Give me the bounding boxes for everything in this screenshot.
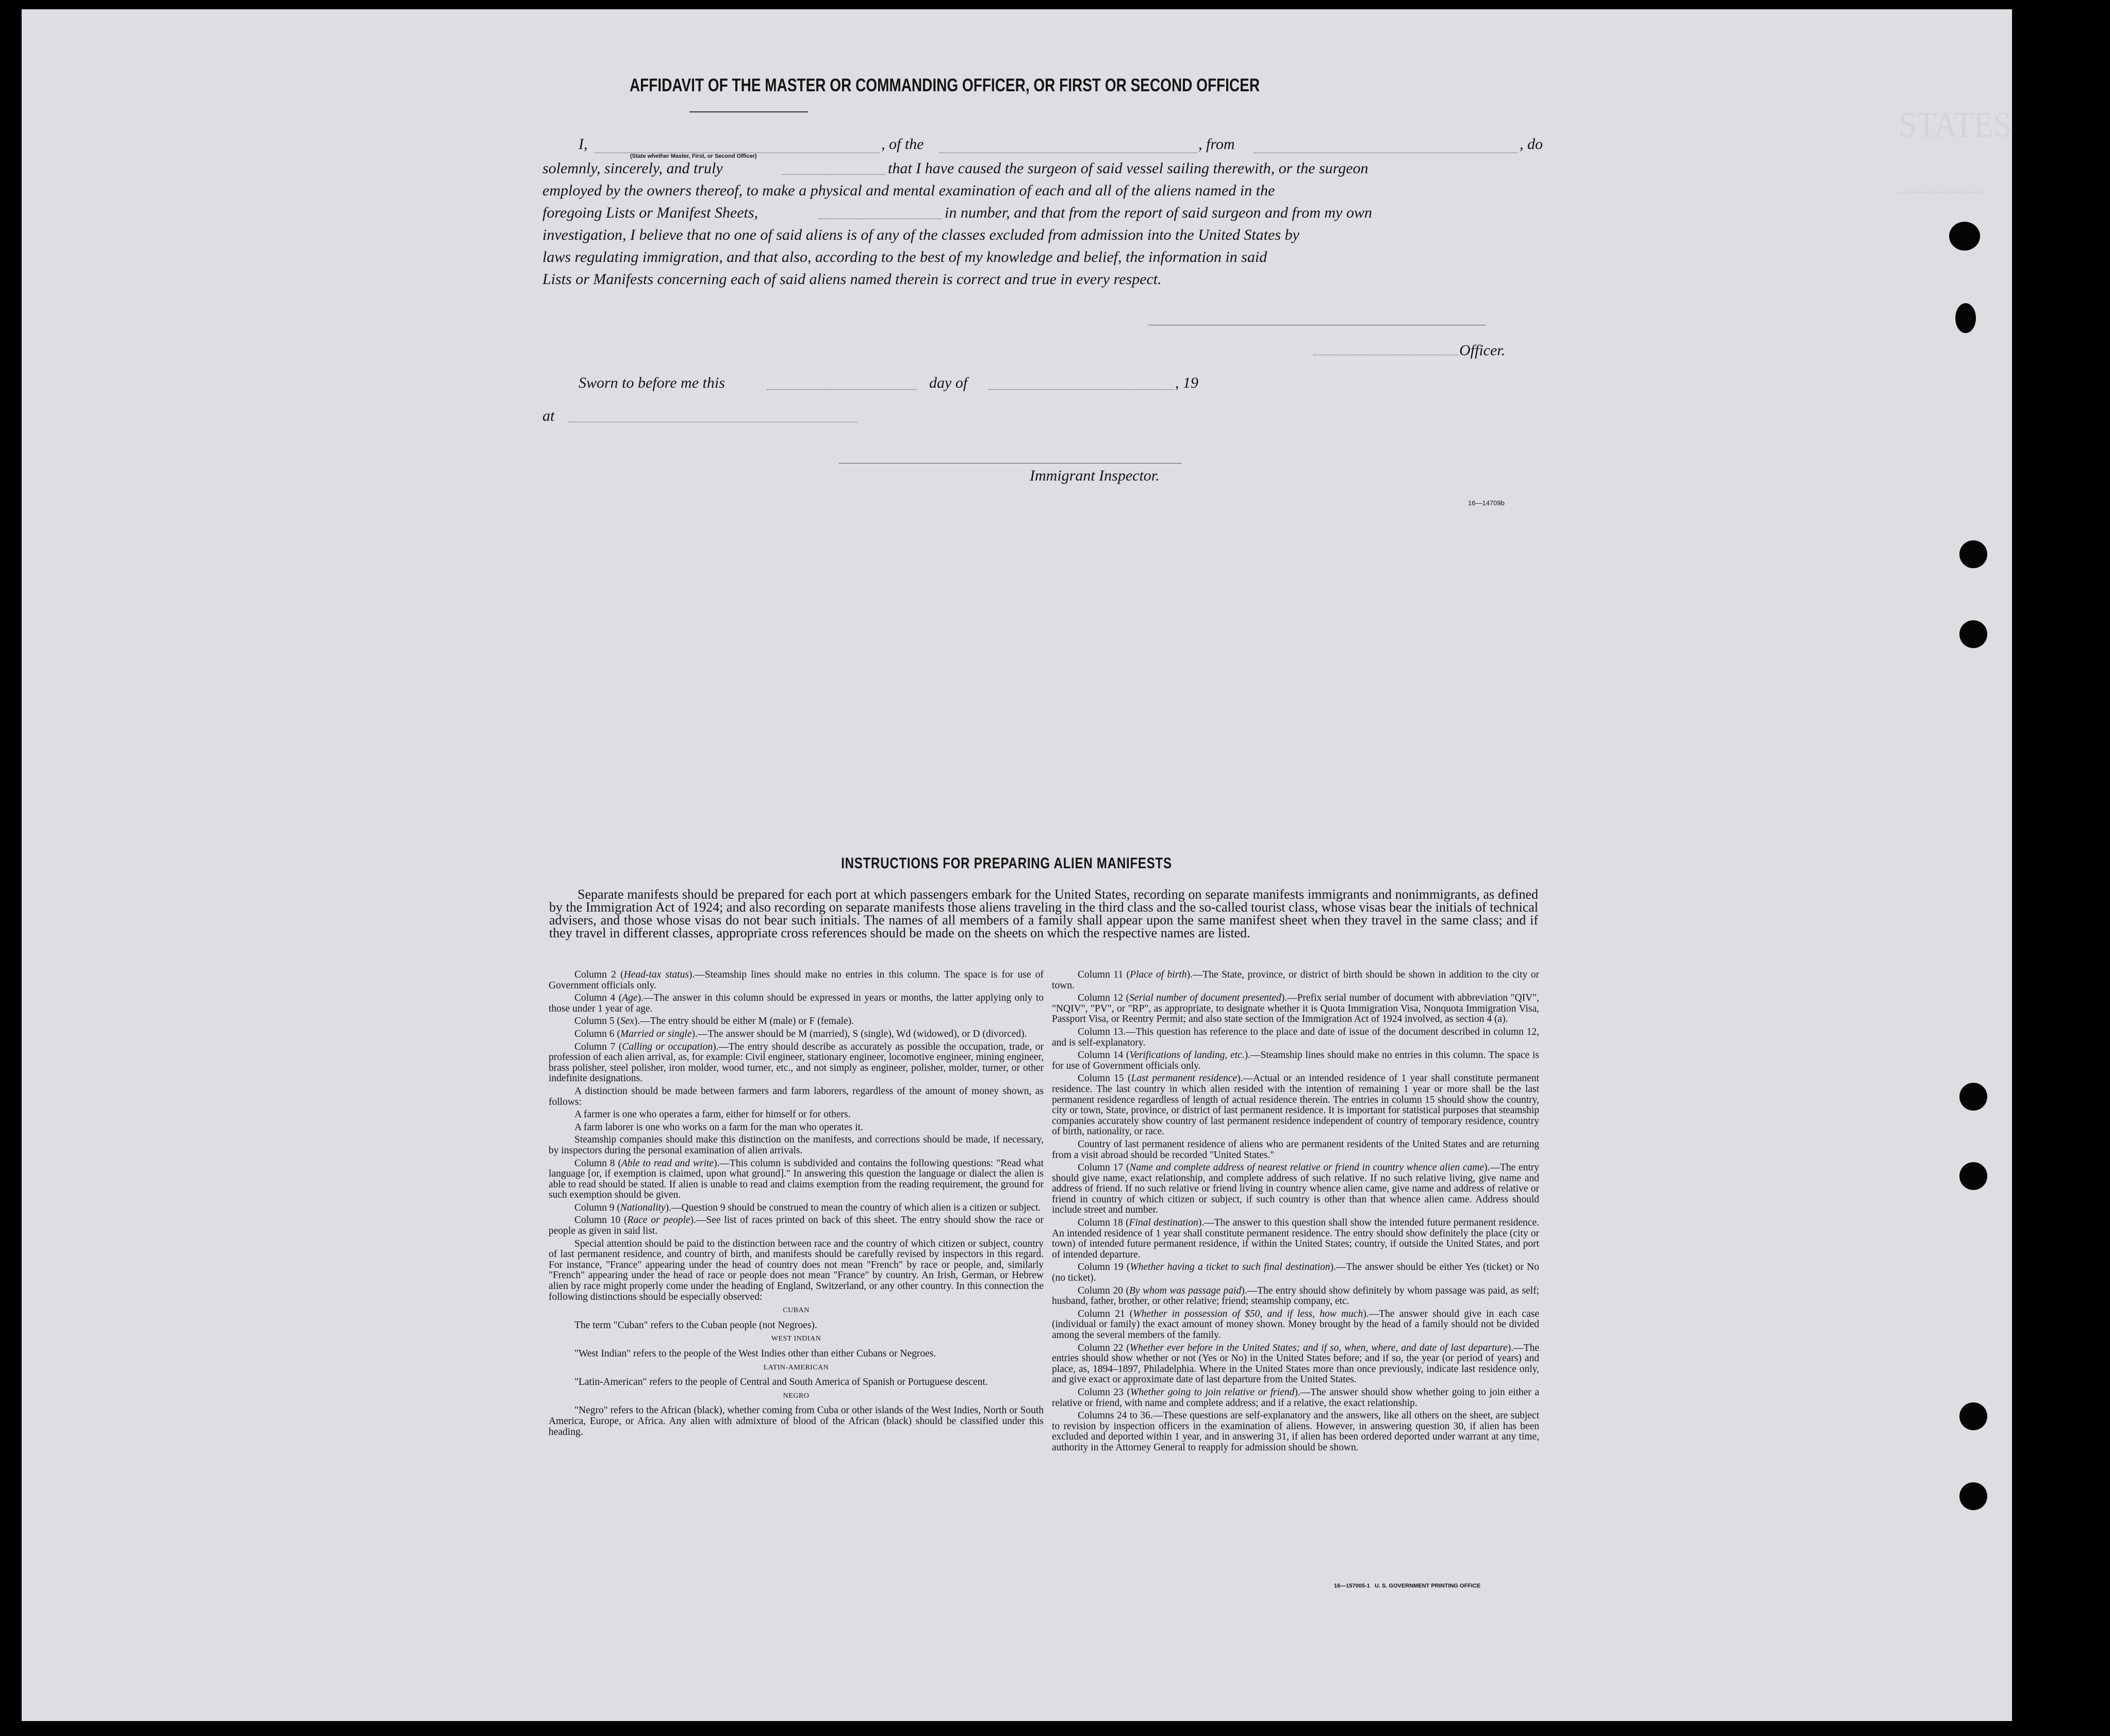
paragraph-em: Serial number of document presented xyxy=(1129,993,1281,1004)
paragraph-rest: ).—The answer should be either Yes (ticket) or No (no ticket). xyxy=(1052,1262,1539,1284)
paragraph-rest: —This question has reference to the place and date of issue of the document described in column 12, and is self-explanatory. xyxy=(1052,1026,1539,1048)
paragraph-rest: "Negro" refers to the African (black), whether coming from Cuba or other islands of the West Indies, North or South America, Europe, or Africa. Any alien with admixture of blood of the African (black) should be classified under this heading. xyxy=(549,1405,1044,1437)
instruction-paragraph xyxy=(549,1349,1044,1360)
blank-sailing-date[interactable] xyxy=(782,174,885,175)
paragraph-lead: Column 18 ( xyxy=(1078,1217,1129,1229)
instruction-paragraph xyxy=(549,1159,1044,1201)
affidavit-do: , do xyxy=(1520,136,1543,153)
paragraph-rest: ).—Steamship lines should make no entries in this column. The space is for use of Government officials only. xyxy=(549,969,1044,991)
paragraph-em: Whether having a ticket to such final destination xyxy=(1130,1262,1330,1273)
paragraph-em: Sex xyxy=(620,1016,634,1027)
affidavit-line4-end: in number, and that from the report of said surgeon and from my own xyxy=(945,204,1372,221)
instruction-paragraph xyxy=(1052,993,1539,1025)
instruction-paragraph xyxy=(1052,1027,1539,1048)
form-number: 16—14709b xyxy=(1468,499,1505,507)
affidavit-line2-start: solemnly, sincerely, and truly xyxy=(542,160,723,177)
instruction-paragraph xyxy=(549,1215,1044,1236)
instruction-paragraph xyxy=(549,1406,1044,1437)
paragraph-lead: Column 10 ( xyxy=(574,1215,628,1226)
instructions-title: INSTRUCTIONS FOR PREPARING ALIEN MANIFESTS xyxy=(841,855,1172,872)
paragraph-rest: A distinction should be made between farmers and farm laborers, regardless of the amount of money shown, as follows: xyxy=(549,1085,1044,1107)
instructions-right-column xyxy=(1052,970,1539,1456)
paragraph-rest: A farmer is one who operates a farm, either for himself or for others. xyxy=(574,1109,851,1120)
paragraph-em: Final destination xyxy=(1129,1217,1198,1229)
paragraph-rest: ).—The entry should give name, exact relationship, and complete address of such relative. If no such relative living, give name and address of friend. If no such relative or friend living in country whence alien came, give name and address of relative or friend in country of which citizen or subject, if such country is other than that whence alien came. Address should include street and number. xyxy=(1052,1162,1539,1216)
affidavit-from: , from xyxy=(1198,136,1235,153)
affidavit-of-the: , of the xyxy=(881,136,924,153)
instruction-paragraph xyxy=(549,1110,1044,1120)
at-label: at xyxy=(542,407,555,424)
instruction-paragraph xyxy=(1052,1139,1539,1161)
instructions-left-column xyxy=(549,970,1044,1440)
paragraph-rest: Columns 24 to 36.—These questions are self-explanatory and the answers, like all others on the sheet, are subject to revision by inspection officers in the examination of aliens. However, in answering question 30, if alien has been excluded and deported within 1 year, and in answering 31, if alien has been ordered deported under warrant at any time, authority in the Attorney General to reapply for admission should be shown. xyxy=(1052,1410,1539,1453)
paragraph-lead: Column 12 ( xyxy=(1078,993,1130,1004)
paragraph-lead: Column 20 ( xyxy=(1078,1285,1129,1296)
affidavit-line3: employed by the owners thereof, to make a physical and mental examination of each and all of the aliens named in the xyxy=(542,182,1275,199)
paragraph-lead: Column 8 ( xyxy=(574,1158,621,1169)
paragraph-rest: ).—See list of races printed on back of this sheet. The entry should show the race or people as given in said list. xyxy=(549,1215,1044,1237)
blank-sworn-month[interactable] xyxy=(988,389,1174,390)
instruction-paragraph xyxy=(1052,1343,1539,1385)
paragraph-em: Married or single xyxy=(620,1028,692,1039)
punch-hole xyxy=(1959,1162,1987,1190)
punch-hole xyxy=(1949,222,1980,251)
paragraph-rest: ).—Steamship lines should make no entries in this column. The space is for use of Government officials only. xyxy=(1052,1050,1540,1071)
instruction-paragraph xyxy=(549,993,1044,1014)
sworn-day-of: day of xyxy=(929,374,968,391)
affidavit-line4-start: foregoing Lists or Manifest Sheets, xyxy=(542,204,759,221)
paragraph-lead: Column 7 ( xyxy=(574,1041,622,1052)
paragraph-lead: Column 5 ( xyxy=(574,1016,620,1027)
paragraph-rest: ).—The answer should show whether going to join either a relative or friend, with name and complete address; and if a relative, the exact relationship. xyxy=(1052,1386,1540,1409)
paragraph-em: Age xyxy=(622,993,638,1004)
paragraph-rest: ).—Question 9 should be construed to mean the country of which alien is a citizen or subject. xyxy=(665,1202,1041,1213)
instruction-paragraph xyxy=(549,1203,1044,1214)
instruction-paragraph xyxy=(549,1042,1044,1084)
paragraph-lead: Column 21 ( xyxy=(1078,1308,1133,1319)
instruction-paragraph xyxy=(1052,1387,1539,1409)
affidavit-line5: investigation, I believe that no one of said aliens is of any of the classes excluded from admission into the United States by xyxy=(542,226,1299,243)
rank-note: (State whether Master, First, or Second Officer) xyxy=(630,153,757,159)
instruction-paragraph xyxy=(549,1029,1044,1040)
instruction-paragraph xyxy=(1052,1411,1539,1453)
paragraph-rest: Special attention should be paid to the distinction between race and the country of which citizen or subject, country of last permanent residence, and country of birth, and manifests should be carefully revised by inspectors in this regard. For instance, "France" appearing under the head of country does not mean "French" by race or people, and, similarly "French" appearing under the head of race or people does not mean "France" by country. An Irish, German, or Hebrew alien by race might properly come under the heading of England, Switzerland, or any other country. In this connection the following distinctions should be especially observed: xyxy=(549,1238,1044,1302)
paragraph-lead: Column 6 ( xyxy=(574,1028,620,1039)
paragraph-em: Nationality xyxy=(620,1202,666,1213)
bleed-through-heading xyxy=(1899,105,2012,146)
paragraph-rest: ).—The entry should describe as accurately as possible the occupation, trade, or profession of each alien arrival, as, for example: Civil engineer, stationary engineer, locomotive engineer, mining engineer, brass polisher, steel polisher, iron molder, wood turner, etc., and not simply as engineer, polisher, molder, turner, or other indefinite designations. xyxy=(549,1041,1044,1084)
paragraph-rest: ).—Actual or an intended residence of 1 year shall constitute permanent residence. The last country in which alien resided with the intention of remaining 1 year or more shall be the last permanent residence regardless of length of actual residence therein. The entries in column 15 should show the country, city or town, State, province, or district of last permanent residence. It is important for statistical purposes that steamship companies accurately show country of last permanent residence independent of country of temporary residence, country of birth, nationality, or race. xyxy=(1052,1073,1539,1137)
paragraph-rest: ).—The answer should be M (married), S (single), Wd (widowed), or D (divorced). xyxy=(691,1028,1027,1039)
paragraph-em: Whether in possession of $50, and if less, how much xyxy=(1133,1308,1363,1319)
paragraph-rest: A farm laborer is one who works on a farm for the man who operates it. xyxy=(574,1121,863,1133)
paragraph-rest: ).—The answer to this question shall show the intended future permanent residence. An intended residence of 1 year shall constitute permanent residence. The entry should show definitely the place (city or town) of intended future permanent residence, if within the United States; country, if outside the United States, and port of intended departure. xyxy=(1052,1217,1539,1260)
intro-paragraph: Separate manifests should be prepared for each port at which passengers embark for the United States, recording on separate manifests immigrants and nonimmigrants, as defined by the Immigration Act of 1924; and also recording on separate manifests those aliens traveling in the third class and the so-called tourist class, whose visas bear the initials of technical advisers, and those whose visas do not bear such initials. The names of all members of a family shall appear upon the same manifest sheet when they travel in the same class; and if they travel in different classes, appropriate cross references should be made on the sheets on which the respective names are listed. xyxy=(549,887,1538,940)
instruction-paragraph xyxy=(549,1016,1044,1027)
paragraph-lead: Column 11 ( xyxy=(1078,969,1130,980)
paragraph-rest: The term "Cuban" refers to the Cuban people (not Negroes). xyxy=(574,1319,817,1331)
printing-office-footer: 16—157005-1 U. S. GOVERNMENT PRINTING OFFICE xyxy=(1334,1583,1481,1589)
affidavit-i: I, xyxy=(579,136,588,153)
blank-sworn-day[interactable] xyxy=(767,389,916,390)
instruction-paragraph xyxy=(549,1122,1044,1133)
paragraph-rest: ).—The answer should give in each case (individual or family) the exact amount of money shown. Money brought by the head of a family should not be divided among the several members of the family. xyxy=(1052,1308,1539,1341)
paragraph-rest: ).—The entry should show definitely by whom passage was paid, as self; husband, father, brother, or other relative; friend; steamship company, etc. xyxy=(1052,1285,1540,1307)
section-heading: NEGRO xyxy=(783,1392,810,1400)
instruction-paragraph xyxy=(1052,1218,1539,1260)
sworn-label: Sworn to before me this xyxy=(579,374,725,391)
instruction-paragraph xyxy=(1052,1309,1539,1341)
paragraph-rest: ).—The answer in this column should be expressed in years or months, the latter applying only to those under 1 year of age. xyxy=(549,993,1044,1014)
paragraph-em: Whether going to join relative or friend xyxy=(1130,1386,1295,1398)
paragraph-em: Name and complete address of nearest relative or friend in country whence alien came xyxy=(1129,1162,1484,1173)
paragraph-rest: ).—The State, province, or district of birth should be shown in addition to the city or town. xyxy=(1052,969,1539,991)
instruction-paragraph xyxy=(1052,970,1539,991)
punch-hole xyxy=(1955,303,1976,333)
affidavit-title: AFFIDAVIT OF THE MASTER OR COMMANDING OFFICER, OR FIRST OR SECOND OFFICER xyxy=(629,75,1260,95)
paragraph-rest: "West Indian" refers to the people of the West Indies other than either Cubans or Negroes. xyxy=(574,1348,936,1359)
section-heading: LATIN-AMERICAN xyxy=(763,1363,829,1371)
manifest-sheet xyxy=(22,9,2012,1721)
instruction-paragraph xyxy=(1052,1050,1539,1071)
paragraph-rest: ).—The entries should show whether or not (Yes or No) in the United States before; and if so, the year (or period of years) and place, as, 1894–1897, Philadelphia. Where in the United States more than once previously, indicate last residence only, and give exact or approximate date of last departure from the United States. xyxy=(1052,1342,1539,1385)
punch-hole xyxy=(1959,1482,1987,1510)
section-heading: WEST INDIAN xyxy=(771,1335,821,1343)
affidavit-line2-end: that I have caused the surgeon of said vessel sailing therewith, or the surgeon xyxy=(888,160,1369,177)
instruction-paragraph xyxy=(1052,1286,1539,1307)
paragraph-em: Place of birth xyxy=(1130,969,1187,980)
paragraph-lead: Column 15 ( xyxy=(1078,1073,1131,1084)
paragraph-em: Last permanent residence xyxy=(1131,1073,1238,1084)
paragraph-rest: "Latin-American" refers to the people of Central and South America of Spanish or Portuguese descent. xyxy=(574,1377,988,1388)
paragraph-em: Able to read and write xyxy=(621,1158,714,1169)
affidavit-line7: Lists or Manifests concerning each of said aliens named therein is correct and true in every respect. xyxy=(542,271,1162,288)
paragraph-lead: Column 19 ( xyxy=(1078,1262,1130,1273)
paragraph-em: Head-tax status xyxy=(623,969,689,980)
paragraph-em: Calling or occupation xyxy=(622,1041,713,1052)
paragraph-rest: ).—The entry should be either M (male) or F (female). xyxy=(634,1016,854,1027)
paragraph-lead: Column 9 ( xyxy=(574,1202,620,1213)
paragraph-lead: Column 13. xyxy=(1078,1026,1126,1037)
paragraph-lead: Column 17 ( xyxy=(1078,1162,1130,1173)
punch-hole xyxy=(1959,540,1987,568)
instruction-paragraph xyxy=(1052,1073,1539,1137)
paragraph-rest: ).—Prefix serial number of document with abbreviation "QIV", "NQIV", "PV", or "RP", as appropriate, to designate whether it is Quota Immigration Visa, Nonquota Immigration Visa, Passport Visa, or Reentry Permit; and also state section of the Immigration Act of 1924 involved, as section 4 (a). xyxy=(1052,993,1539,1025)
instruction-paragraph xyxy=(549,1377,1044,1388)
paragraph-em: By whom was passage paid xyxy=(1129,1285,1242,1296)
instruction-paragraph xyxy=(549,1086,1044,1107)
sworn-year: , 19 xyxy=(1175,374,1198,391)
paragraph-rest: ).—This column is subdivided and contains the following questions: "Read what language [or, if exemption is claimed, upon what ground]." In answering this question the language or dialect the alien is able to read should be stated. If alien is unable to read and claims exemption from the reading requirement, the ground for such exemption should be given. xyxy=(549,1158,1044,1201)
instruction-paragraph xyxy=(549,970,1044,991)
signature-line-inspector[interactable] xyxy=(839,463,1182,464)
instruction-paragraph xyxy=(1052,1163,1539,1216)
punch-hole xyxy=(1959,1402,1987,1430)
inspector-label: Immigrant Inspector. xyxy=(1030,467,1160,484)
section-heading: CUBAN xyxy=(783,1307,810,1315)
affidavit-line6: laws regulating immigration, and that also, according to the best of my knowledge and belief, the information in said xyxy=(542,249,1267,266)
instruction-paragraph xyxy=(549,1320,1044,1331)
paragraph-lead: Column 14 ( xyxy=(1078,1050,1130,1061)
paragraph-em: Whether ever before in the United States; and if so, when, where, and date of last departure xyxy=(1129,1342,1508,1353)
instruction-paragraph xyxy=(1052,1262,1539,1283)
punch-hole xyxy=(1959,1083,1987,1111)
paragraph-rest: Steamship companies should make this distinction on the manifests, and corrections should be made, if necessary, by inspectors during the personal examination of alien arrivals. xyxy=(549,1134,1044,1156)
paragraph-rest: Country of last permanent residence of aliens who are permanent residents of the United States and are returning from a visit abroad should be recorded "United States." xyxy=(1052,1138,1539,1161)
officer-label: Officer. xyxy=(1459,342,1506,359)
paragraph-lead: Column 4 ( xyxy=(574,993,622,1004)
paragraph-em: Verifications of landing, etc. xyxy=(1129,1050,1245,1061)
title-underline xyxy=(689,111,808,112)
instruction-paragraph xyxy=(549,1239,1044,1303)
paragraph-em: Race or people xyxy=(627,1215,690,1226)
paragraph-lead: Column 2 ( xyxy=(574,969,624,980)
instructions-intro xyxy=(549,888,1538,939)
paragraph-lead: Column 23 ( xyxy=(1078,1386,1131,1398)
instruction-paragraph xyxy=(549,1135,1044,1156)
bleed-through-lines xyxy=(1899,179,1986,204)
punch-hole xyxy=(1959,620,1987,648)
paragraph-lead: Column 22 ( xyxy=(1078,1342,1130,1353)
